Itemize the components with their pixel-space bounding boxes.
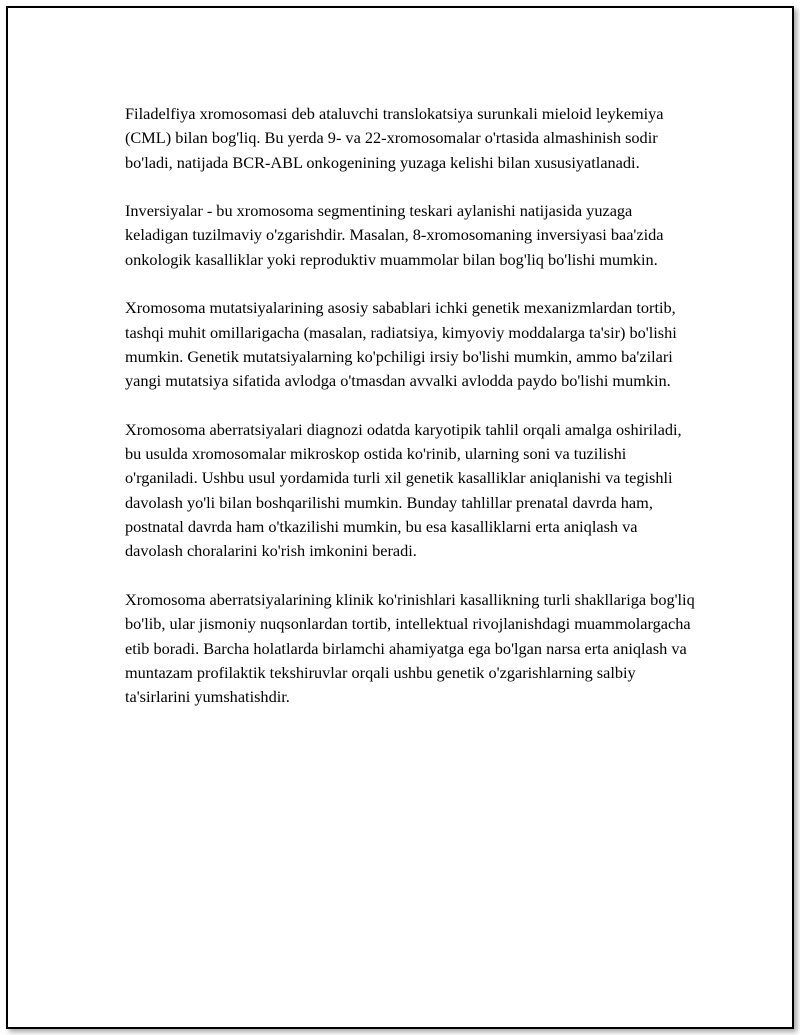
paragraph-diagnosis: Xromosoma aberratsiyalari diagnozi odatda karyotipik tahlil orqali amalga oshiriladi, bu usulda xromosomalar mikroskop ostida ko'rinib, ularning soni va tuzilishi o'rganiladi. Ushbu usul yordamida turli xil genetik kasalliklar aniqlanishi va tegishli davolash yo'li bilan boshqarilishi mumkin. Bunday tahlillar prenatal davrda ham, postnatal davrda ham o'tkazilishi mumkin, bu esa kasalliklarni erta aniqlash va davolash choralarini ko'rish imkonini beradi. [125, 419, 682, 561]
document-page [6, 6, 794, 1029]
paragraph-clinical-manifestations: Xromosoma aberratsiyalarining klinik ko'rinishlari kasallikning turli shakllariga bog'liq bo'lib, ular jismoniy nuqsonlardan tortib, intellektual rivojlanishdagi muammolargacha etib boradi. Barcha holatlarda birlamchi ahamiyatga ega bo'lgan narsa erta aniqlash va muntazam profilaktik tekshiruvlar orqali ushbu genetik o'zgarishlarning salbiy ta'sirlarini yumshatishdir. [125, 589, 695, 707]
paragraph-translocation: Filadelfiya xromosomasi deb ataluvchi translokatsiya surunkali mieloid leykemiya (CML) bilan bog'liq. Bu yerda 9- va 22-xromosomalar o'rtasida almashinish sodir bo'ladi, natijada BCR-ABL onkogenining yuzaga kelishi bilan xususiyatlanadi. [125, 104, 664, 172]
paragraph-mutation-causes: Xromosoma mutatsiyalarining asosiy sabablari ichki genetik mexanizmlardan tortib, tashqi muhit omillarigacha (masalan, radiatsiya, kimyoviy moddalarga ta'sir) bo'lishi mumkin. Genetik mutatsiyalarning ko'pchiligi irsiy bo'lishi mumkin, ammo ba'zilari yangi mutatsiya sifatida avlodga o'tmasdan avvalki avlodda paydo bo'lishi mumkin. [125, 298, 677, 391]
paragraph-inversions: Inversiyalar - bu xromosoma segmentining teskari aylanishi natijasida yuzaga keladigan tuzilmaviy o'zgarishdir. Masalan, 8-xromosomaning inversiyasi baa'zida onkologik kasalliklar yoki reproduktiv muammolar bilan bog'liq bo'lishi mumkin. [125, 201, 664, 269]
document-body [125, 102, 695, 734]
